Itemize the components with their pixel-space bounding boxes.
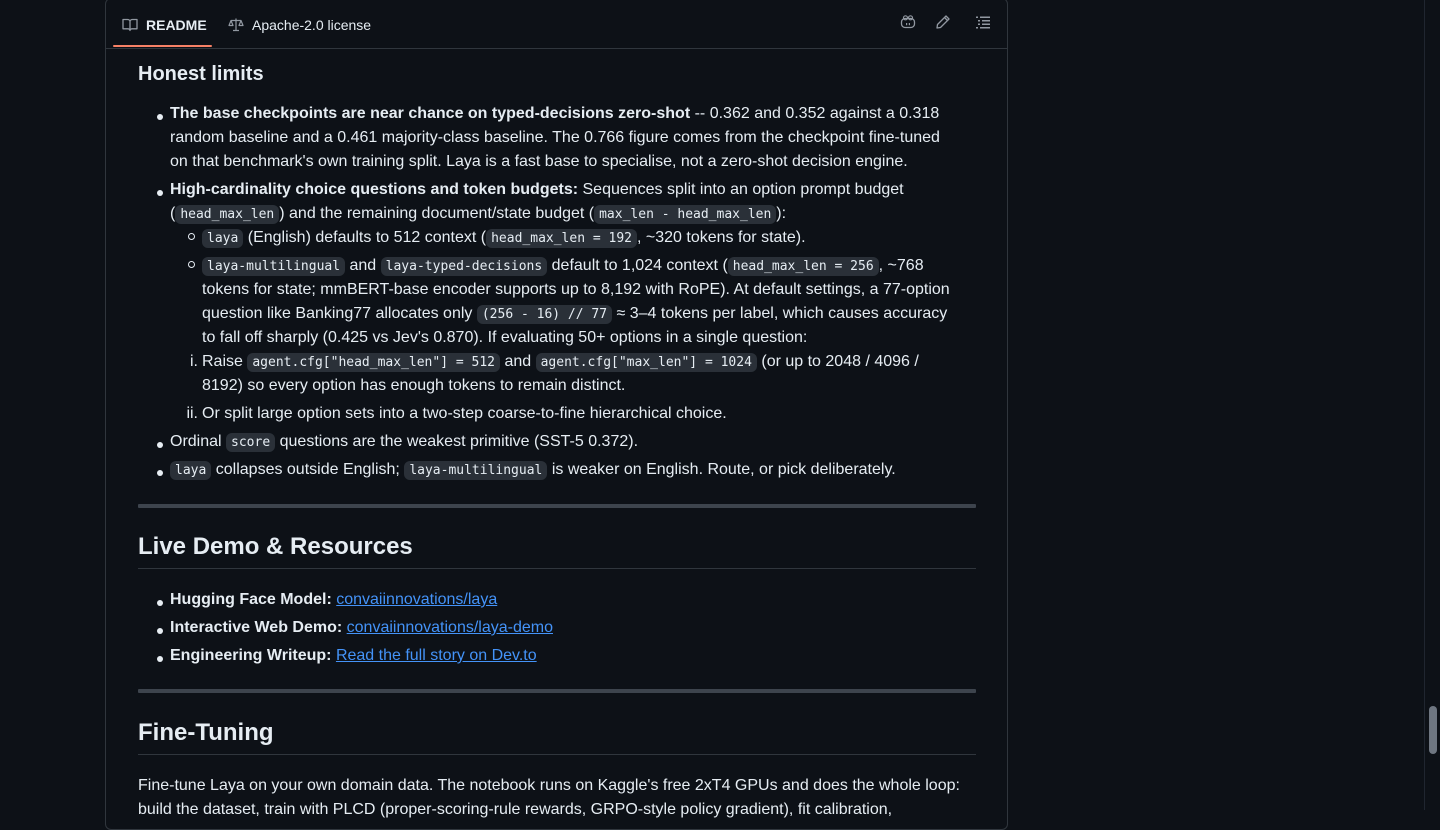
tab-license[interactable]	[228, 1, 371, 48]
text-line	[202, 350, 919, 375]
devto-link[interactable]: Read the full story on Dev.to	[335, 647, 537, 664]
text: -- 0.362 and 0.352 against a 0.318	[690, 105, 940, 122]
outline-list-icon[interactable]	[975, 14, 991, 30]
text: questions are the weakest primitive (SST-5 0.372).	[275, 433, 639, 450]
bullet	[157, 470, 163, 476]
text: Sequences split into an option prompt budget	[578, 181, 904, 198]
tab-readme[interactable]	[122, 1, 207, 48]
text: ≈ 3–4 tokens per label, which causes accuracy	[612, 305, 948, 322]
text: default to 1,024 context (	[547, 257, 728, 274]
inline-code: head_max_len	[175, 205, 279, 224]
text-line: build the dataset, train with PLCD (proper-scoring-rule rewards, GRPO-style policy gradient), fit calibration,	[138, 801, 893, 818]
text: question like Banking77 allocates only	[202, 305, 477, 322]
horizontal-rule	[138, 689, 976, 693]
bullet	[157, 442, 163, 448]
scrollbar-thumb[interactable]	[1429, 706, 1437, 754]
heading-live-demo: Live Demo & Resources	[138, 533, 413, 560]
text-line: Or split large option sets into a two-step coarse-to-fine hierarchical choice.	[202, 405, 727, 422]
active-tab-indicator	[113, 45, 212, 47]
inline-code: laya-multilingual	[404, 461, 547, 480]
inline-code: head_max_len = 192	[486, 229, 637, 248]
inline-code: score	[226, 433, 275, 452]
text-line: tokens for state; mmBERT-base encoder supports up to 8,192 with RoPE). At default settings, a 77-option	[202, 281, 950, 298]
text-line	[202, 226, 806, 251]
text: , ~768	[878, 257, 924, 274]
text: Ordinal	[170, 433, 227, 450]
text: ) and the remaining document/state budget (	[279, 205, 595, 222]
resource-label: Interactive Web Demo:	[170, 619, 343, 636]
inline-code: laya-multilingual	[202, 257, 345, 276]
limit-high-cardinality	[170, 178, 904, 202]
text: ):	[776, 205, 787, 222]
limit-high-cardinality-bold: High-cardinality choice questions and token budgets:	[170, 181, 579, 198]
limit-base-checkpoints-bold: The base checkpoints are near chance on typed-decisions zero-shot	[170, 105, 691, 122]
text-line	[170, 202, 786, 227]
text-line: 8192) so every option has enough tokens to remain distinct.	[202, 377, 626, 394]
inline-code: max_len - head_max_len	[594, 205, 776, 224]
limit-ordinal	[170, 430, 638, 455]
tab-readme-label: README	[146, 16, 207, 33]
inline-code: agent.cfg["max_len"] = 1024	[536, 353, 757, 372]
text: , ~320 tokens for state).	[637, 229, 806, 246]
list-marker: ii.	[186, 405, 198, 422]
text: is weaker on English. Route, or pick deliberately.	[547, 461, 896, 478]
heading-honest-limits: Honest limits	[138, 63, 264, 85]
resource-label: Engineering Writeup:	[170, 647, 332, 664]
resource-label: Hugging Face Model:	[170, 591, 332, 608]
text: (	[170, 205, 176, 222]
bullet	[157, 114, 163, 120]
text-line	[202, 254, 924, 279]
sub-bullet	[188, 261, 195, 268]
text-line: to fall off sharply (0.425 vs Jev's 0.870). If evaluating 50+ options in a single question:	[202, 329, 808, 346]
text-line: Fine-tune Laya on your own domain data. The notebook runs on Kaggle's free 2xT4 GPUs and does the whole loop:	[138, 777, 960, 794]
list-marker: i.	[190, 353, 198, 370]
inline-code: head_max_len = 256	[728, 257, 879, 276]
text-line	[202, 302, 947, 327]
heading-divider	[138, 568, 976, 569]
inline-code: agent.cfg["head_max_len"] = 512	[247, 353, 500, 372]
inline-code: (256 - 16) // 77	[477, 305, 612, 324]
limit-base-checkpoints	[170, 102, 939, 126]
text: and	[500, 353, 536, 370]
horizontal-rule	[138, 504, 976, 508]
bullet	[157, 600, 163, 606]
copilot-icon[interactable]	[900, 14, 916, 30]
inline-code: laya-typed-decisions	[381, 257, 548, 276]
inline-code: laya	[202, 229, 243, 248]
bullet	[157, 628, 163, 634]
text: Raise	[202, 353, 248, 370]
bullet	[157, 656, 163, 662]
resource-web-demo	[170, 616, 553, 640]
tab-license-label: Apache-2.0 license	[252, 16, 372, 33]
heading-divider	[138, 754, 976, 755]
text-line: random baseline and a 0.461 majority-class baseline. The 0.766 figure comes from the checkpoint fine-tuned	[170, 129, 940, 146]
web-demo-link[interactable]: convaiinnovations/laya-demo	[346, 619, 553, 636]
text-line: on that benchmark's own training split. Laya is a fast base to specialise, not a zero-shot decision engine.	[170, 153, 908, 170]
resource-hugging-face	[170, 588, 497, 612]
resource-writeup	[170, 644, 537, 668]
readme-tabbar	[106, 0, 1007, 49]
book-icon	[122, 17, 138, 33]
heading-fine-tuning: Fine-Tuning	[138, 719, 274, 746]
pencil-icon[interactable]	[935, 14, 951, 30]
page-scrollbar[interactable]	[1424, 0, 1440, 810]
limit-language	[170, 458, 896, 483]
text: collapses outside English;	[211, 461, 405, 478]
sub-bullet	[188, 233, 195, 240]
text: (or up to 2048 / 4096 /	[756, 353, 919, 370]
text: and	[345, 257, 381, 274]
inline-code: laya	[170, 461, 211, 480]
text: (English) defaults to 512 context (	[243, 229, 487, 246]
scale-icon	[228, 17, 244, 33]
bullet	[157, 190, 163, 196]
readme-panel	[105, 0, 1008, 830]
hugging-face-link[interactable]: convaiinnovations/laya	[336, 591, 498, 608]
